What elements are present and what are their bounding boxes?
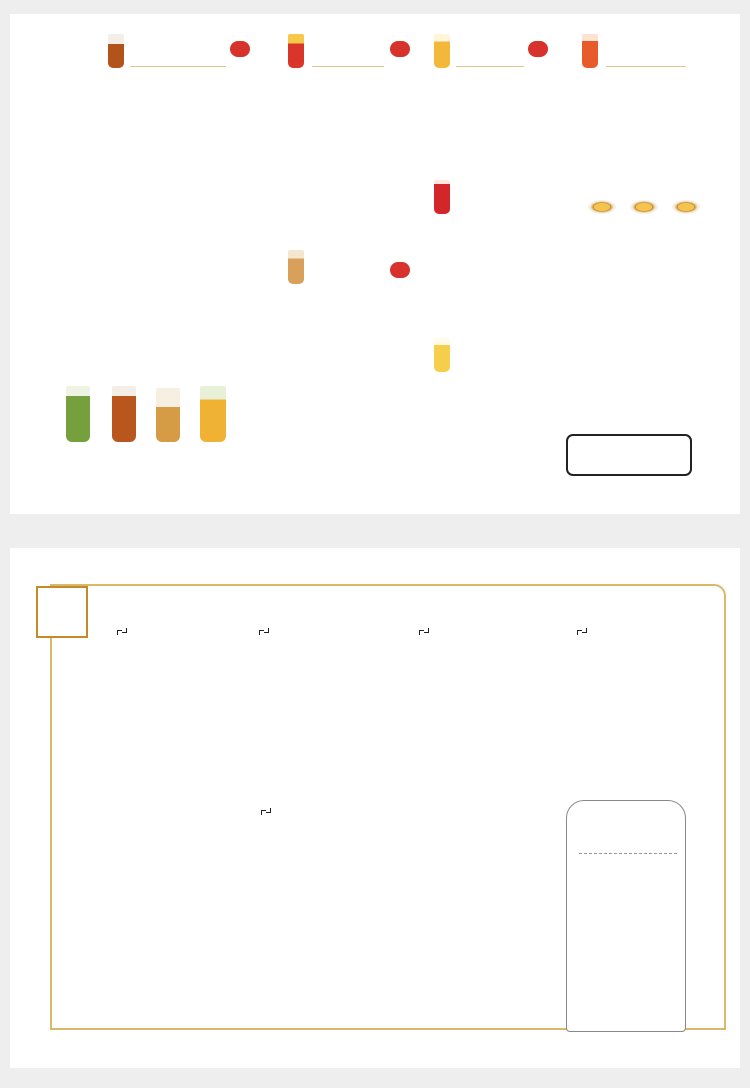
dash-divider <box>579 853 677 854</box>
service-card <box>566 800 686 1032</box>
trilogy-part <box>116 310 174 320</box>
hot-badge <box>390 41 410 57</box>
nandu-logo <box>36 586 88 638</box>
trilogy-part <box>46 310 108 320</box>
snacks-section <box>578 164 708 220</box>
matcha-cup-icon <box>66 386 90 442</box>
cup-icon <box>434 34 450 68</box>
addons-header <box>578 326 718 352</box>
fruit-tea-cup-icon <box>200 386 226 442</box>
layered-section <box>428 180 552 220</box>
menu-sheet-top <box>10 14 740 514</box>
layered-header <box>428 180 552 224</box>
cup-icon <box>288 250 304 284</box>
classic-badge <box>390 262 410 278</box>
addons-section <box>578 326 718 352</box>
divider <box>312 66 384 67</box>
cup-icon <box>434 338 450 372</box>
cup-icon <box>108 34 124 68</box>
slogan-big <box>54 646 68 654</box>
divider <box>130 66 226 67</box>
pudding-icon <box>588 200 616 214</box>
special-section <box>578 34 708 74</box>
menu-sheet-bottom <box>10 548 740 1068</box>
trilogy-part <box>180 310 246 320</box>
trilogy-parts <box>46 310 246 380</box>
milktea-section <box>282 250 414 290</box>
pudding-images <box>578 194 708 220</box>
cup-icon <box>288 34 304 68</box>
hotdrinks-header <box>428 338 552 382</box>
special-header <box>578 34 708 78</box>
black-tea-cup-icon <box>112 386 136 442</box>
divider <box>606 66 686 67</box>
signature-header <box>46 34 276 78</box>
trilogy-section <box>46 296 246 446</box>
divider <box>456 66 524 67</box>
fruit-section <box>282 34 414 74</box>
column-headers <box>54 78 276 94</box>
signature-section <box>46 34 276 94</box>
milktea-header <box>282 250 414 294</box>
new-section <box>428 34 552 74</box>
pudding-icon <box>630 200 658 214</box>
new-header <box>428 34 552 78</box>
trilogy-cups <box>46 380 246 446</box>
new-badge <box>528 41 548 57</box>
snacks-header <box>578 164 708 194</box>
cup-icon <box>434 180 450 214</box>
hot-badge <box>230 41 250 57</box>
pudding-icon <box>672 200 700 214</box>
cup-icon <box>582 34 598 68</box>
nandu-tea-logo <box>566 434 692 476</box>
cheese-tea-cup-icon <box>156 388 180 442</box>
hotdrinks-section <box>428 338 552 378</box>
fruit-header <box>282 34 414 78</box>
